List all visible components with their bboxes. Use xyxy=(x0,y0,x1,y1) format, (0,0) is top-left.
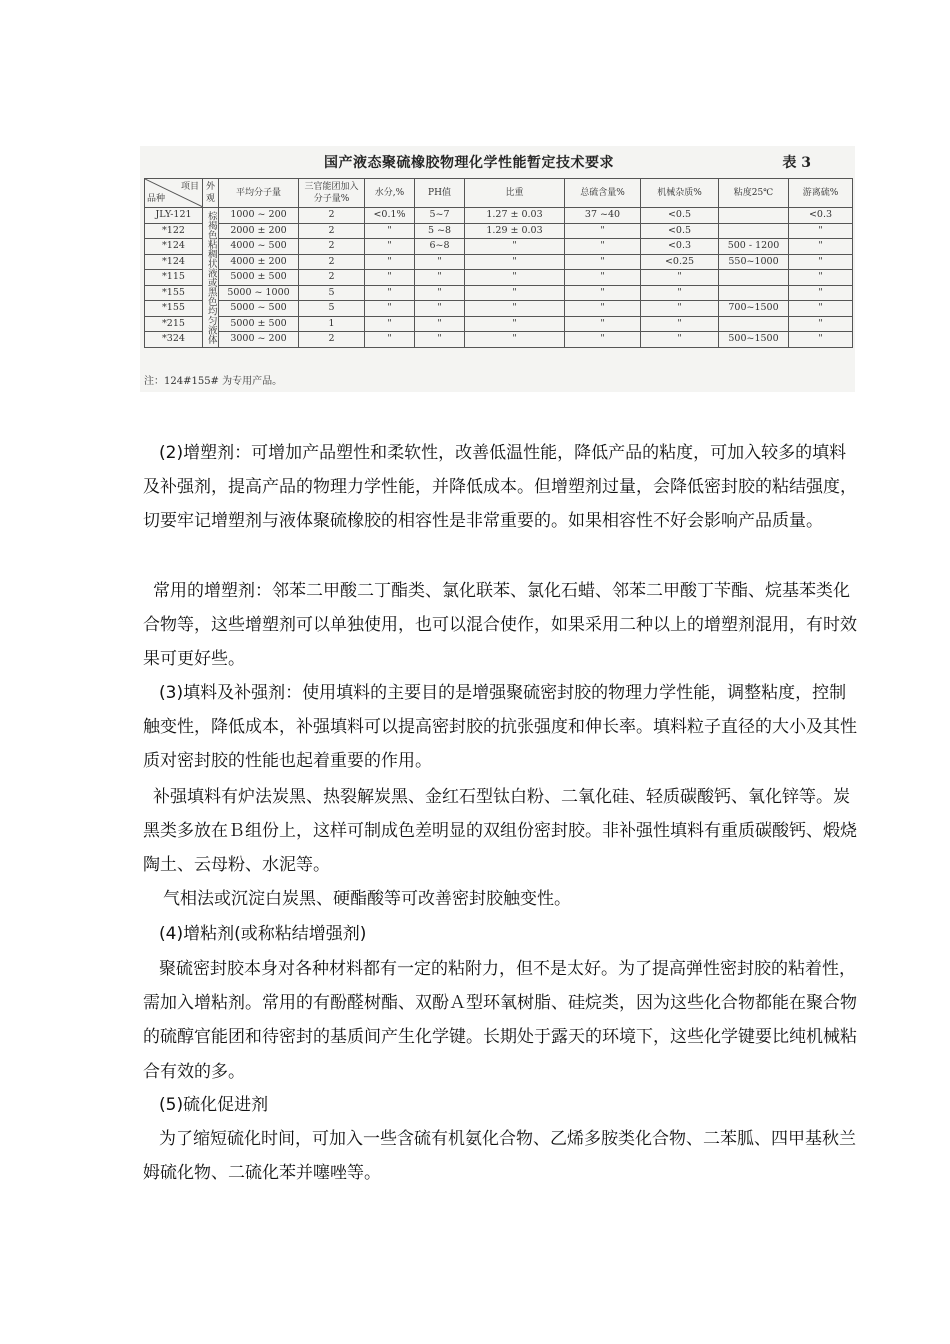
heading-tackifier: (4)增粘剂(或称粘结增强剂) xyxy=(159,924,367,944)
table-cell: " xyxy=(465,285,565,301)
table-cell: " xyxy=(789,223,853,239)
table-cell: " xyxy=(415,332,465,348)
table-cell: " xyxy=(565,301,641,317)
table-title-bar xyxy=(140,150,855,172)
table-cell: " xyxy=(789,285,853,301)
table-cell: <0.25 xyxy=(641,254,719,270)
table-row xyxy=(145,316,853,332)
table-cell: 5000 ± 500 xyxy=(219,316,299,332)
table-cell: 500 - 1200 xyxy=(719,239,789,255)
header-cell: 外观 xyxy=(203,179,219,208)
table-cell: 1.27 ± 0.03 xyxy=(465,208,565,224)
table-cell: " xyxy=(641,285,719,301)
corner-top-label: 项目 xyxy=(180,182,199,192)
table-row xyxy=(145,270,853,286)
table-cell: *124 xyxy=(145,239,203,255)
table-cell: 5000 ~ 1000 xyxy=(219,285,299,301)
header-cell: 机械杂质% xyxy=(641,179,719,208)
appearance-cell: 棕褐色粘稠状液或黑色均匀液体 xyxy=(203,208,219,348)
header-cell: 三官能团加入分子量% xyxy=(299,179,365,208)
header-cell: 比重 xyxy=(465,179,565,208)
paragraph-common-plasticizers: 常用的增塑剂：邻苯二甲酸二丁酯类、氯化联苯、氯化石蜡、邻苯二甲酸丁苄酯、烷基苯类化合物等，这些增塑剂可以单独使用，也可以混合使作，如果采用二种以上的增塑剂混用，有时效果可更好些。 xyxy=(143,581,857,670)
table-cell: 4000 ~ 500 xyxy=(219,239,299,255)
table-cell: JLY-121 xyxy=(145,208,203,224)
header-cell: 水分,% xyxy=(365,179,415,208)
table-cell: 550~1000 xyxy=(719,254,789,270)
table-cell: 2 xyxy=(299,239,365,255)
table-cell: " xyxy=(641,332,719,348)
paragraph-plasticizer: (2)增塑剂：可增加产品塑性和柔软性，改善低温性能，降低产品的粘度，可加入较多的填料及补强剂，提高产品的物理力学性能，并降低成本。但增塑剂过量，会降低密封胶的粘结强度，切要牢记增塑剂与液体聚硫橡胶的相容性是非常重要的。如果相容性不好会影响产品质量。 xyxy=(143,443,857,532)
table-cell: 5~7 xyxy=(415,208,465,224)
table-cell: 37 ~40 xyxy=(565,208,641,224)
table-cell: <0.5 xyxy=(641,223,719,239)
table-cell: 700~1500 xyxy=(719,301,789,317)
table-cell: " xyxy=(789,316,853,332)
table-cell: 5 xyxy=(299,301,365,317)
table-cell: " xyxy=(365,301,415,317)
table-cell: 1000 ~ 200 xyxy=(219,208,299,224)
table-cell: " xyxy=(415,254,465,270)
table-cell: 5000 ~ 500 xyxy=(219,301,299,317)
table-cell: <0.3 xyxy=(641,239,719,255)
table-cell: " xyxy=(641,301,719,317)
table-cell: " xyxy=(641,270,719,286)
table-cell: " xyxy=(641,316,719,332)
table-cell: 3000 ~ 200 xyxy=(219,332,299,348)
table-cell: 2 xyxy=(299,254,365,270)
table-cell: " xyxy=(365,239,415,255)
table-note: 注：124#155# 为专用产品。 xyxy=(144,376,283,387)
table-cell: *324 xyxy=(145,332,203,348)
paragraph-tackifier: 聚硫密封胶本身对各种材料都有一定的粘附力，但不是太好。为了提高弹性密封胶的粘着性，需加入增粘剂。常用的有酚醛树酯、双酚Ａ型环氧树脂、硅烷类，因为这些化合物都能在聚合物的硫醇官能团和待密封的基质间产生化学键。长期处于露天的环境下，这些化学键要比纯机械粘合有效的多。 xyxy=(143,959,857,1082)
table-cell: " xyxy=(565,254,641,270)
header-corner xyxy=(145,179,203,208)
table-row xyxy=(145,208,853,224)
table-cell: " xyxy=(465,239,565,255)
table-cell: " xyxy=(465,316,565,332)
table-cell: *115 xyxy=(145,270,203,286)
table-figure xyxy=(140,146,855,392)
table-cell: " xyxy=(789,254,853,270)
paragraph-thixotropy: 气相法或沉淀白炭黑、硬酯酸等可改善密封胶触变性。 xyxy=(163,889,571,909)
table-row xyxy=(145,301,853,317)
table-number: 表 3 xyxy=(782,155,811,171)
table-cell: " xyxy=(565,239,641,255)
table-cell: 5 xyxy=(299,285,365,301)
table-cell: 1 xyxy=(299,316,365,332)
header-cell: 总硫含量% xyxy=(565,179,641,208)
table-header-row xyxy=(145,179,853,208)
heading-accelerator: (5)硫化促进剂 xyxy=(159,1095,269,1115)
table-cell: " xyxy=(465,301,565,317)
table-cell: " xyxy=(789,301,853,317)
table-cell: " xyxy=(365,254,415,270)
table-cell: *215 xyxy=(145,316,203,332)
table-cell: " xyxy=(565,223,641,239)
table-row xyxy=(145,332,853,348)
table-cell: " xyxy=(365,332,415,348)
table-cell: " xyxy=(465,332,565,348)
table-cell: 6~8 xyxy=(415,239,465,255)
table-cell: *155 xyxy=(145,301,203,317)
spec-table xyxy=(144,178,853,348)
paragraph-reinforcing-fillers: 补强填料有炉法炭黑、热裂解炭黑、金红石型钛白粉、二氧化硅、轻质碳酸钙、氧化锌等。炭黑类多放在Ｂ组份上，这样可制成色差明显的双组份密封胶。非补强性填料有重质碳酸钙、煅烧陶土、云母粉、水泥等。 xyxy=(143,787,857,876)
table-title: 国产液态聚硫橡胶物理化学性能暂定技术要求 xyxy=(324,155,614,171)
table-cell: *122 xyxy=(145,223,203,239)
table-cell: *124 xyxy=(145,254,203,270)
table-cell: 1.29 ± 0.03 xyxy=(465,223,565,239)
table-cell: " xyxy=(415,285,465,301)
table-cell: 5000 ± 500 xyxy=(219,270,299,286)
table-row xyxy=(145,239,853,255)
table-cell: <0.3 xyxy=(789,208,853,224)
table-cell xyxy=(719,270,789,286)
table-cell: " xyxy=(789,332,853,348)
table-cell: 2 xyxy=(299,332,365,348)
table-cell: " xyxy=(789,239,853,255)
table-cell: <0.5 xyxy=(641,208,719,224)
corner-bottom-label: 品种 xyxy=(147,194,166,204)
header-cell: 粘度25℃ xyxy=(719,179,789,208)
table-cell: " xyxy=(565,285,641,301)
table-cell: " xyxy=(415,301,465,317)
paragraph-fillers: (3)填料及补强剂：使用填料的主要目的是增强聚硫密封胶的物理力学性能，调整粘度，控制触变性，降低成本，补强填料可以提高密封胶的抗张强度和伸长率。填料粒子直径的大小及其性质对密封胶的性能也起着重要的作用。 xyxy=(143,683,857,772)
table-cell: " xyxy=(365,270,415,286)
table-cell: " xyxy=(465,270,565,286)
table-cell xyxy=(719,285,789,301)
header-cell: 平均分子量 xyxy=(219,179,299,208)
table-cell xyxy=(719,223,789,239)
table-cell: " xyxy=(465,254,565,270)
table-cell: 5 ~8 xyxy=(415,223,465,239)
header-cell: 游离硫% xyxy=(789,179,853,208)
table-cell: 2 xyxy=(299,270,365,286)
table-cell: " xyxy=(565,316,641,332)
table-cell xyxy=(719,208,789,224)
header-cell: PH值 xyxy=(415,179,465,208)
table-cell: " xyxy=(415,316,465,332)
table-row xyxy=(145,254,853,270)
table-cell: " xyxy=(789,270,853,286)
table-cell: <0.1% xyxy=(365,208,415,224)
table-cell: " xyxy=(415,270,465,286)
table-cell: " xyxy=(565,332,641,348)
table-cell: 2000 ± 200 xyxy=(219,223,299,239)
table-cell xyxy=(719,316,789,332)
paragraph-accelerator: 为了缩短硫化时间，可加入一些含硫有机氨化合物、乙烯多胺类化合物、二苯胍、四甲基秋兰姆硫化物、二硫化苯并噻唑等。 xyxy=(143,1129,856,1184)
table-cell: " xyxy=(565,270,641,286)
table-cell: " xyxy=(365,316,415,332)
table-cell: 2 xyxy=(299,208,365,224)
table-cell: " xyxy=(365,285,415,301)
table-row xyxy=(145,223,853,239)
table-cell: 500~1500 xyxy=(719,332,789,348)
table-cell: 4000 ± 200 xyxy=(219,254,299,270)
table-row xyxy=(145,285,853,301)
table-cell: *155 xyxy=(145,285,203,301)
table-cell: 2 xyxy=(299,223,365,239)
table-cell: " xyxy=(365,223,415,239)
